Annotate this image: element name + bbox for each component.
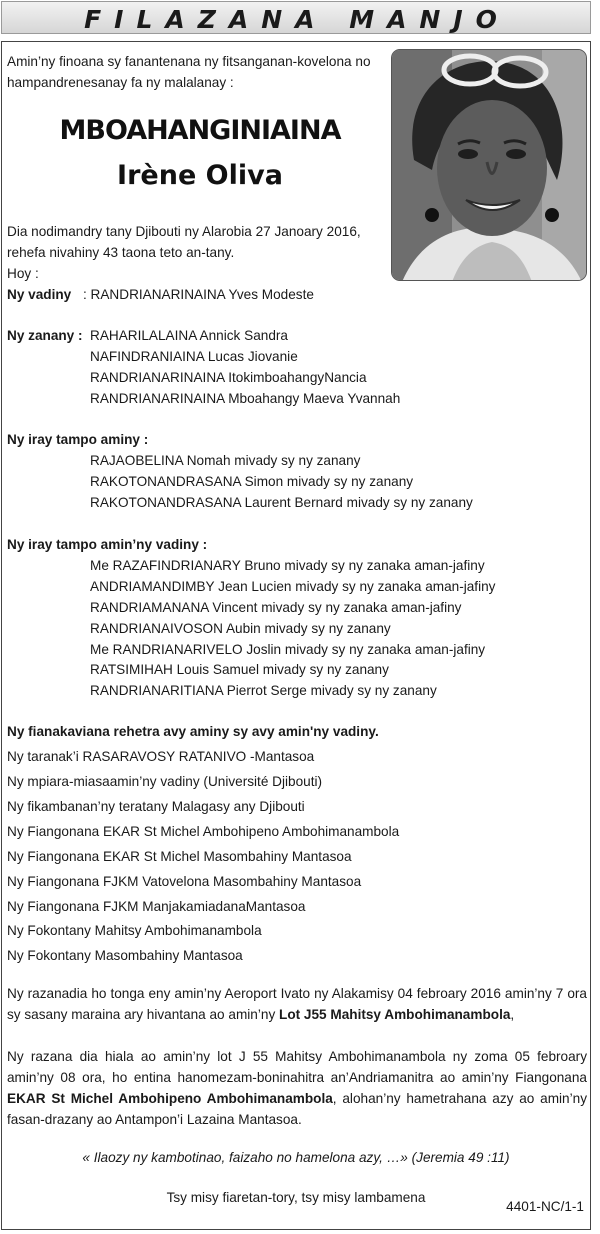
spouse-sibling-item: RANDRIANAIVOSON Aubin mivady sy ny zanany — [90, 621, 391, 636]
deceased-given-names: Irène Oliva — [117, 160, 283, 191]
funeral-church: EKAR St Michel Ambohipeno Ambohimanambola — [7, 1091, 333, 1106]
relative-item: Ny fikambanan’ny teratany Malagasy any Djibouti — [7, 799, 305, 814]
spouse-sibling-item: Me RAZAFINDRIANARY Bruno mivady sy ny zanaka aman-jafiny — [90, 558, 485, 573]
spouse-siblings-label: Ny iray tampo amin’ny vadiny : — [7, 537, 208, 552]
sibling-item: RAKOTONANDRASANA Laurent Bernard mivady sy ny zanany — [90, 495, 473, 510]
spouse-label: Ny vadiny — [7, 287, 72, 302]
intro-line-2: hampandrenesanay fa ny malalanay : — [7, 75, 234, 90]
relative-item: Ny Fiangonana FJKM Vatovelona Masombahiny Mantasoa — [7, 874, 362, 889]
relative-item: Ny taranak’i RASARAVOSY RATANIVO -Mantasoa — [7, 749, 315, 764]
relative-item: Ny mpiara-miasaamin’ny vadiny (Université Djibouti) — [7, 774, 323, 789]
children-label: Ny zanany : — [7, 328, 83, 343]
arrival-paragraph: Ny razanadia ho tonga eny amin’ny Aeroport Ivato ny Alakamisy 04 febroary 2016 amin’ny 7 ora sy sasany maraina ary hivantana ao amin’ny Lot J55 Mahitsy Ambohimanambola, — [7, 986, 587, 1022]
spouse-sibling-item: RATSIMIHAH Louis Samuel mivady sy ny zanany — [90, 662, 389, 677]
arrival-place: Lot J55 Mahitsy Ambohimanambola — [279, 1007, 511, 1022]
header-title: FILAZANA MANJO — [84, 5, 510, 34]
child-item: RANDRIANARINAINA Mboahangy Maeva Yvannah — [90, 391, 401, 406]
relatives-label: Ny fianakaviana rehetra avy aminy sy avy amin'ny vadiny. — [7, 724, 379, 739]
relative-item: Ny Fiangonana EKAR St Michel Masombahiny Mantasoa — [7, 849, 352, 864]
relative-item: Ny Fokontany Masombahiny Mantasoa — [7, 948, 243, 963]
siblings-label: Ny iray tampo aminy : — [7, 432, 149, 447]
spouse-sibling-item: RANDRIANARITIANA Pierrot Serge mivady sy ny zanany — [90, 683, 437, 698]
closing-note: Tsy misy fiaretan-tory, tsy misy lambamena — [166, 1190, 426, 1205]
header-bar — [1, 1, 591, 34]
death-info-line-2: rehefa nivahiny 43 taona teto an-tany. — [7, 245, 235, 260]
bible-quote: « Ilaozy ny kambotinao, faizaho no hamelona azy, …» (Jeremia 49 :11) — [82, 1150, 510, 1165]
funeral-paragraph: Ny razana dia hiala ao amin’ny lot J 55 Mahitsy Ambohimanambola ny zoma 05 febroary amin’ny 08 ora, ho entina hanomezam-boninahitra an’Andriamanitra ao amin’ny Fiangonana EKAR St Michel Ambohipeno Ambohimanambola, alohan’ny hametrahana azy ao amin’ny fasan-drazany ao Antampon’i Lazaina Mantasoa. — [7, 1049, 587, 1127]
spouse-name: : RANDRIANARINAINA Yves Modeste — [83, 287, 314, 302]
portrait-photo — [391, 49, 587, 281]
spouse-sibling-item: RANDRIAMANANA Vincent mivady sy ny zanaka aman-jafiny — [90, 600, 462, 615]
spouse-sibling-item: ANDRIAMANDIMBY Jean Lucien mivady sy ny zanaka aman-jafiny — [90, 579, 496, 594]
relative-item: Ny Fokontany Mahitsy Ambohimanambola — [7, 923, 262, 938]
reference-code: 4401-NC/1-1 — [506, 1199, 584, 1214]
spouse-sibling-item: Me RANDRIANARIVELO Joslin mivady sy ny zanaka aman-jafiny — [90, 642, 486, 657]
sibling-item: RAJAOBELINA Nomah mivady sy ny zanany — [90, 453, 361, 468]
intro-line-1: Amin’ny finoana sy fanantenana ny fitsanganan-kovelona no — [7, 54, 371, 69]
child-item: NAFINDRANIAINA Lucas Jiovanie — [90, 349, 298, 364]
child-item: RAHARILALAINA Annick Sandra — [90, 328, 288, 343]
child-item: RANDRIANARINAINA ItokimboahangyNancia — [90, 370, 367, 385]
death-info-line-3: Hoy : — [7, 266, 39, 281]
deceased-surname: MBOAHANGINIAINA — [59, 115, 341, 146]
relative-item: Ny Fiangonana EKAR St Michel Ambohipeno Ambohimanambola — [7, 824, 400, 839]
death-info-line-1: Dia nodimandry tany Djibouti ny Alarobia 27 Janoary 2016, — [7, 224, 361, 239]
sibling-item: RAKOTONANDRASANA Simon mivady sy ny zanany — [90, 474, 414, 489]
relative-item: Ny Fiangonana FJKM ManjakamiadanaMantasoa — [7, 899, 306, 914]
